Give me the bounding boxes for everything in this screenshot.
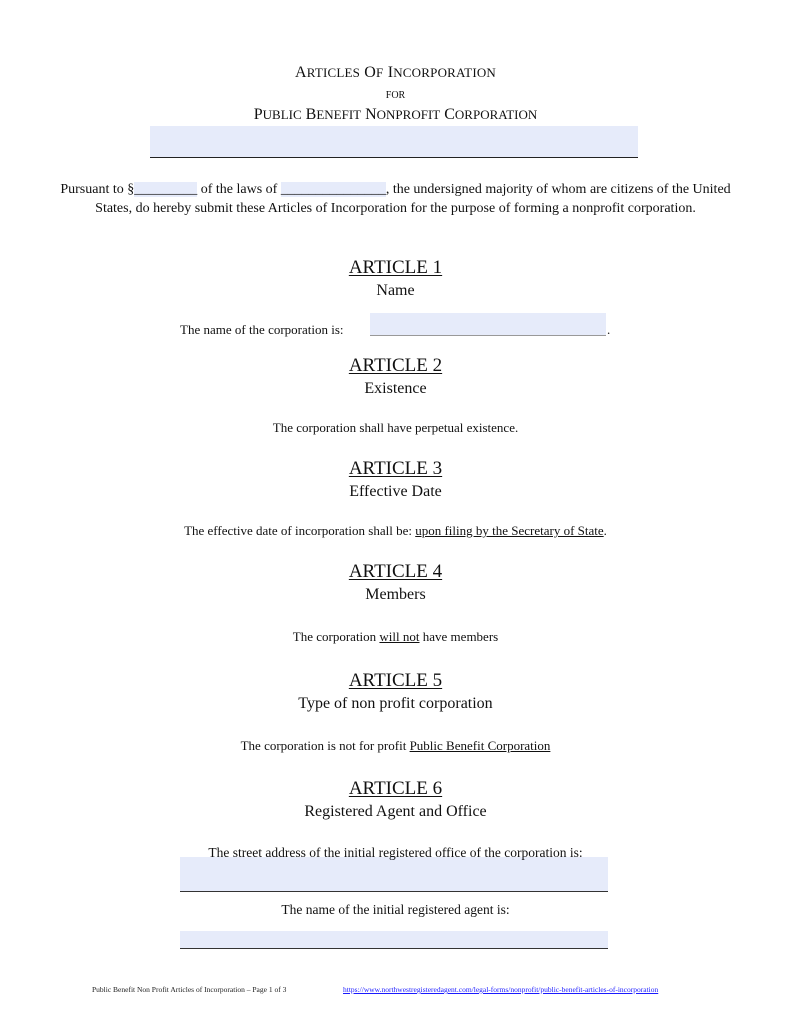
article-3-text: The effective date of incorporation shall be:: [184, 523, 416, 538]
state-laws-field[interactable]: _______________: [280, 182, 386, 197]
article-3-heading: ARTICLE 3: [348, 458, 443, 479]
document-subtitle-text: PUBLIC BENEFIT NONPROFIT CORPORATION: [253, 106, 538, 123]
title-for-text: FOR: [385, 90, 406, 101]
article-1-period: .: [607, 322, 611, 337]
registered-office-label: The street address of the initial registered office of the corporation is:: [208, 845, 583, 860]
intro-text-3: , the undersigned majority of whom are citizens of the United States, do hereby submit these Articles of Incorporation for the purpose of forming a nonprofit corporation.: [95, 182, 731, 216]
registered-office-address-line-2[interactable]: [180, 874, 608, 892]
members-value: will not: [379, 629, 420, 644]
corporation-type-value: Public Benefit Corporation: [409, 738, 551, 753]
article-5-heading: ARTICLE 5: [348, 670, 443, 691]
article-5-subtitle: Type of non profit corporation: [298, 695, 493, 712]
article-2-text: The corporation shall have perpetual existence.: [272, 420, 519, 435]
registered-agent-label: The name of the initial registered agent is:: [281, 902, 510, 917]
article-1-heading: ARTICLE 1: [348, 257, 443, 278]
document-title-for: [0, 90, 791, 101]
corporation-name-header-field[interactable]: [150, 126, 638, 158]
article-3-period: .: [603, 523, 607, 538]
article-4-text-after: have members: [419, 629, 499, 644]
corporation-name-field[interactable]: [370, 313, 606, 336]
page-footer-label: Public Benefit Non Profit Articles of Incorporation – Page 1 of 3: [92, 985, 287, 994]
article-4-text-before: The corporation: [292, 629, 380, 644]
article-4-subtitle: Members: [365, 586, 426, 603]
intro-text-1: Pursuant to §: [60, 182, 135, 197]
article-2-heading: ARTICLE 2: [348, 355, 443, 376]
registered-agent-name-field[interactable]: [180, 931, 608, 949]
article-4-paragraph: [0, 629, 791, 645]
article-4-heading: ARTICLE 4: [348, 561, 443, 582]
document-subtitle: [0, 106, 791, 124]
article-2-subtitle: Existence: [364, 380, 427, 397]
intro-text-2: of the laws of: [197, 182, 281, 197]
article-1-subtitle: Name: [376, 282, 415, 299]
article-5-text: The corporation is not for profit: [240, 738, 410, 753]
statute-section-field[interactable]: _________: [134, 182, 198, 197]
article-5-paragraph: [0, 738, 791, 754]
footer-source-link[interactable]: https://www.northwestregisteredagent.com/legal-forms/nonprofit/public-benefit-articles-of-incorporation: [343, 985, 659, 994]
document-title-text: ARTICLES OF INCORPORATION: [294, 64, 497, 81]
article-6-subtitle: Registered Agent and Office: [304, 803, 487, 820]
intro-paragraph: [60, 181, 731, 218]
effective-date-value: upon filing by the Secretary of State: [415, 523, 604, 538]
article-3-paragraph: [0, 523, 791, 539]
article-1-text: The name of the corporation is:: [180, 322, 344, 337]
article-6-heading: ARTICLE 6: [348, 778, 443, 799]
article-3-subtitle: Effective Date: [349, 483, 442, 500]
document-title: [0, 64, 791, 82]
